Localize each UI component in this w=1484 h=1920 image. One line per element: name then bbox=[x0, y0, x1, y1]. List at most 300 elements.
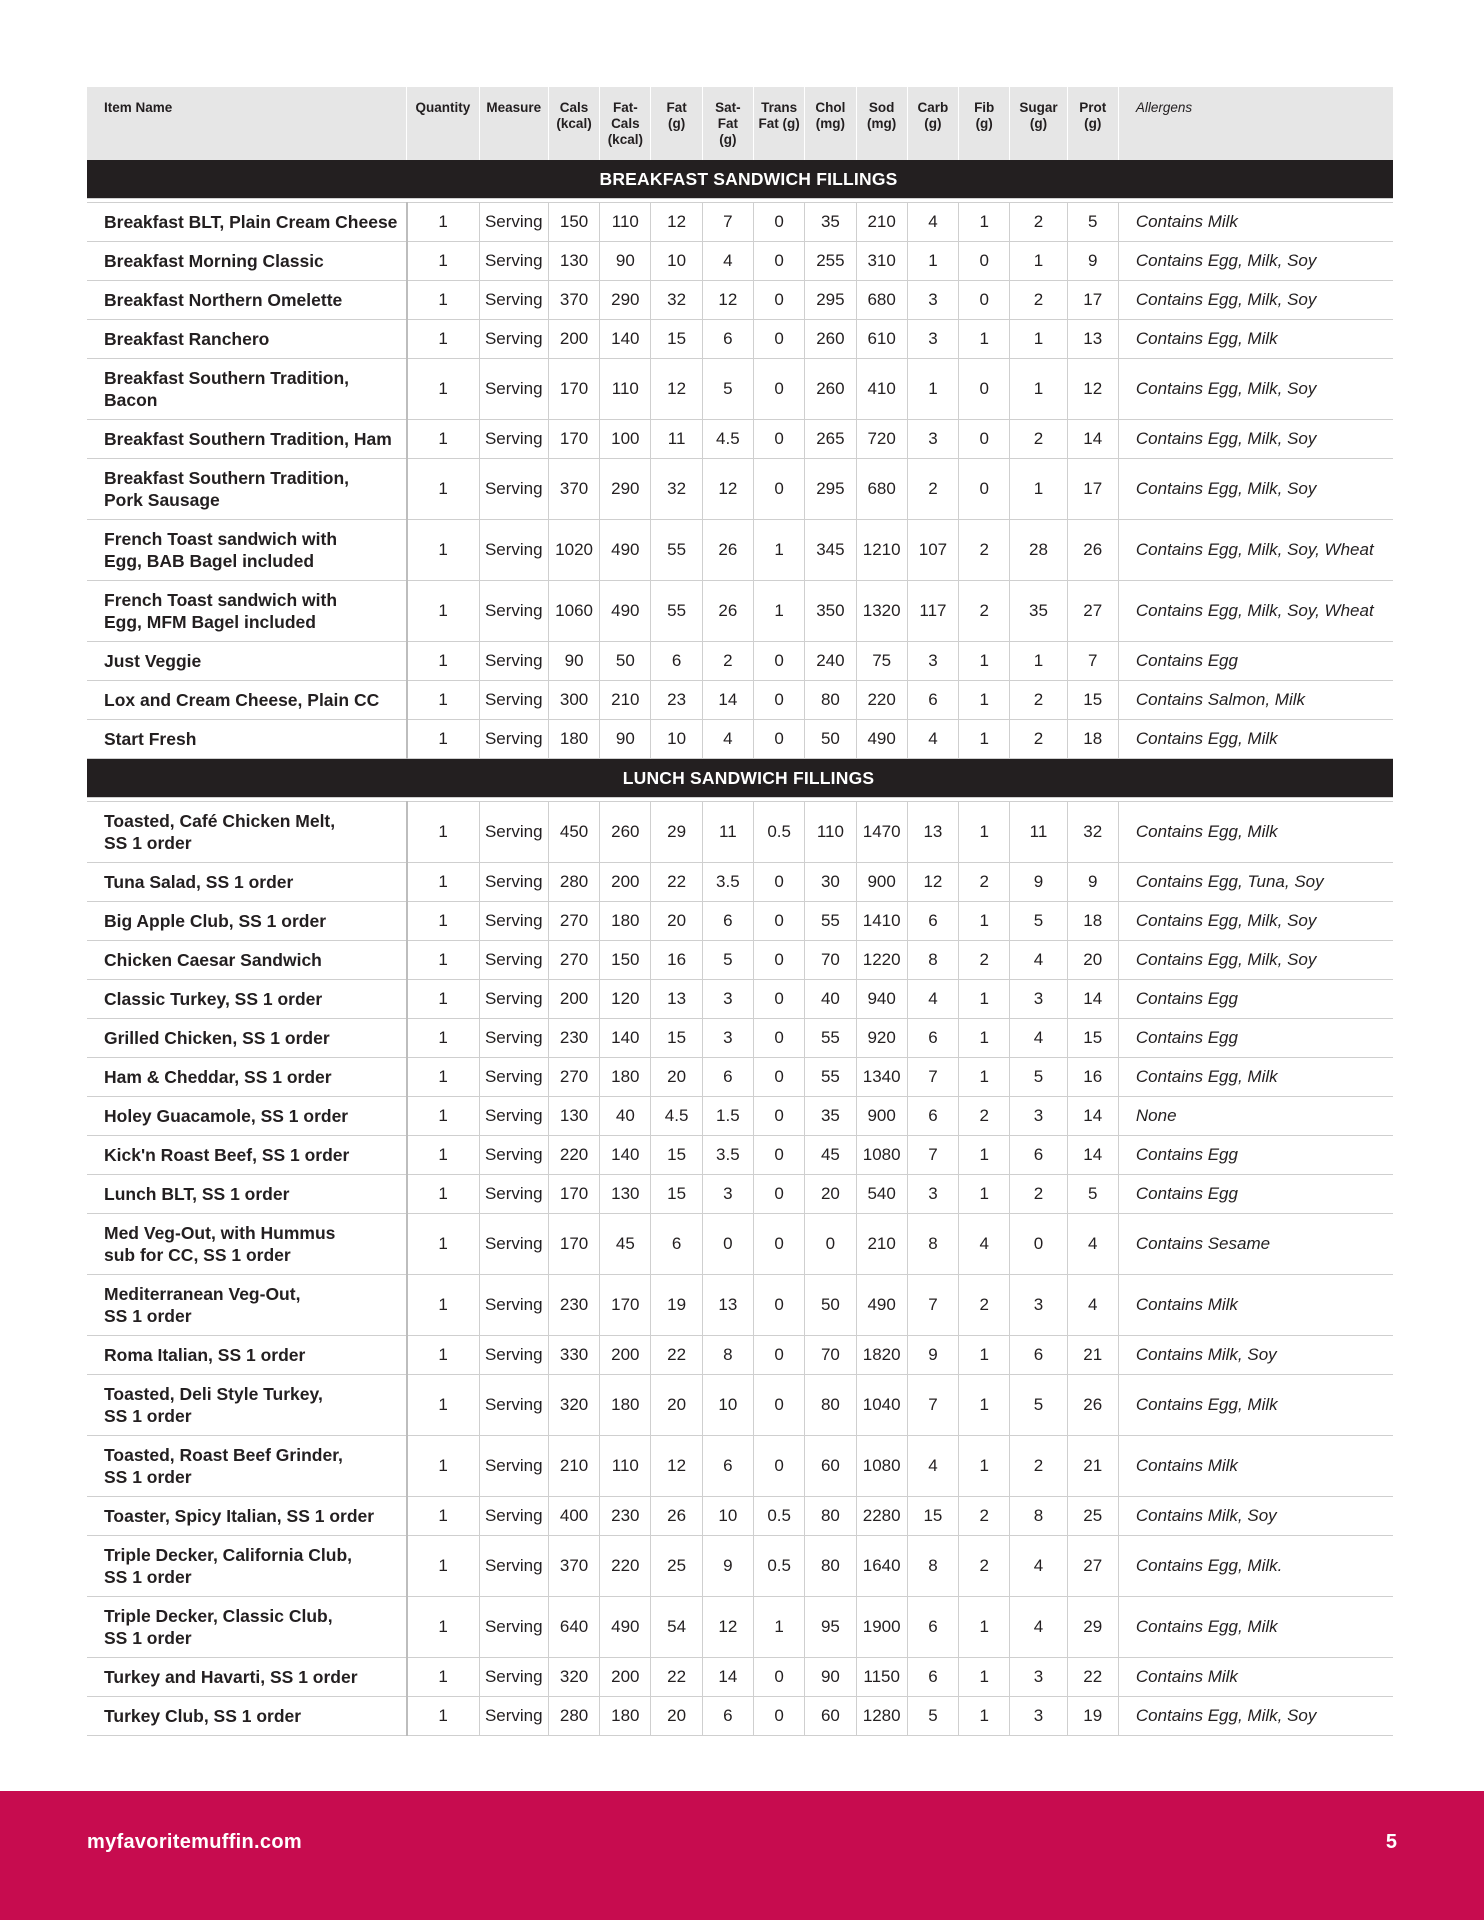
header-fat bbox=[651, 87, 702, 160]
measure-cell: Serving bbox=[479, 242, 548, 281]
allergens-cell: Contains Egg, Milk, Soy bbox=[1118, 359, 1393, 420]
chol-cell: 50 bbox=[805, 720, 856, 759]
table-row bbox=[87, 420, 1393, 459]
measure-cell: Serving bbox=[479, 902, 548, 941]
sat-fat-cell: 6 bbox=[702, 320, 753, 359]
chol-cell: 70 bbox=[805, 941, 856, 980]
table-row bbox=[87, 1275, 1393, 1336]
fat-cals-cell: 100 bbox=[600, 420, 651, 459]
sod-cell: 1220 bbox=[856, 941, 907, 980]
quantity-cell: 1 bbox=[407, 359, 479, 420]
chol-cell: 50 bbox=[805, 1275, 856, 1336]
item-name-line: Bacon bbox=[104, 390, 158, 410]
cals-cell: 640 bbox=[548, 1597, 599, 1658]
carb-cell: 6 bbox=[907, 1658, 958, 1697]
allergens-cell: Contains Egg, Milk, Soy bbox=[1118, 941, 1393, 980]
table-row bbox=[87, 642, 1393, 681]
trans-fat-cell: 0 bbox=[754, 941, 805, 980]
item-name-cell bbox=[87, 1536, 407, 1597]
fat-cals-cell: 200 bbox=[600, 1658, 651, 1697]
measure-cell: Serving bbox=[479, 1536, 548, 1597]
item-name-cell bbox=[87, 242, 407, 281]
chol-cell: 240 bbox=[805, 642, 856, 681]
quantity-cell: 1 bbox=[407, 1214, 479, 1275]
allergens-cell: Contains Egg, Milk, Soy bbox=[1118, 281, 1393, 320]
chol-cell: 295 bbox=[805, 281, 856, 320]
fat-cals-cell: 290 bbox=[600, 459, 651, 520]
header-line: Sod bbox=[868, 100, 895, 115]
sat-fat-cell: 14 bbox=[702, 1658, 753, 1697]
cals-cell: 450 bbox=[548, 802, 599, 863]
allergens-cell: Contains Milk bbox=[1118, 203, 1393, 242]
fat-cals-cell: 140 bbox=[600, 1136, 651, 1175]
measure-cell: Serving bbox=[479, 420, 548, 459]
prot-cell: 4 bbox=[1067, 1214, 1118, 1275]
table-row bbox=[87, 1375, 1393, 1436]
measure-cell: Serving bbox=[479, 1597, 548, 1658]
item-name-cell bbox=[87, 1436, 407, 1497]
chol-cell: 90 bbox=[805, 1658, 856, 1697]
table-row bbox=[87, 1019, 1393, 1058]
chol-cell: 55 bbox=[805, 1058, 856, 1097]
item-name-line: Turkey Club, SS 1 order bbox=[104, 1706, 302, 1726]
quantity-cell: 1 bbox=[407, 681, 479, 720]
item-name-cell bbox=[87, 1336, 407, 1375]
table-row bbox=[87, 459, 1393, 520]
trans-fat-cell: 0 bbox=[754, 1275, 805, 1336]
header-carb bbox=[907, 87, 958, 160]
item-name-cell bbox=[87, 1097, 407, 1136]
allergens-cell: Contains Milk bbox=[1118, 1275, 1393, 1336]
trans-fat-cell: 0 bbox=[754, 1136, 805, 1175]
fat-cell: 23 bbox=[651, 681, 702, 720]
allergens-cell: None bbox=[1118, 1097, 1393, 1136]
table-body bbox=[87, 160, 1393, 1736]
header-line: (g) bbox=[1029, 116, 1048, 131]
table-row bbox=[87, 1136, 1393, 1175]
item-name-line: Med Veg-Out, with Hummus bbox=[104, 1223, 336, 1243]
chol-cell: 345 bbox=[805, 520, 856, 581]
sugar-cell: 4 bbox=[1010, 941, 1067, 980]
header-sod bbox=[856, 87, 907, 160]
sugar-cell: 4 bbox=[1010, 1536, 1067, 1597]
nutrition-table bbox=[87, 87, 1393, 1736]
trans-fat-cell: 0 bbox=[754, 1336, 805, 1375]
measure-cell: Serving bbox=[479, 720, 548, 759]
measure-cell: Serving bbox=[479, 581, 548, 642]
trans-fat-cell: 0 bbox=[754, 420, 805, 459]
carb-cell: 4 bbox=[907, 203, 958, 242]
sod-cell: 540 bbox=[856, 1175, 907, 1214]
item-name-line: SS 1 order bbox=[104, 1628, 192, 1648]
item-name-line: Start Fresh bbox=[104, 729, 197, 749]
header-line: (g) bbox=[1084, 116, 1102, 131]
sat-fat-cell: 12 bbox=[702, 1597, 753, 1658]
table-row bbox=[87, 581, 1393, 642]
sat-fat-cell: 11 bbox=[702, 802, 753, 863]
item-name-cell bbox=[87, 1019, 407, 1058]
sugar-cell: 3 bbox=[1010, 1697, 1067, 1736]
fat-cell: 12 bbox=[651, 359, 702, 420]
fat-cell: 6 bbox=[651, 642, 702, 681]
fib-cell: 4 bbox=[959, 1214, 1010, 1275]
allergens-cell: Contains Egg, Tuna, Soy bbox=[1118, 863, 1393, 902]
item-name-line: Toasted, Deli Style Turkey, bbox=[104, 1384, 323, 1404]
item-name-cell bbox=[87, 902, 407, 941]
sat-fat-cell: 3.5 bbox=[702, 1136, 753, 1175]
item-name-line: Egg, BAB Bagel included bbox=[104, 551, 315, 571]
sod-cell: 210 bbox=[856, 203, 907, 242]
table-row bbox=[87, 242, 1393, 281]
carb-cell: 7 bbox=[907, 1136, 958, 1175]
fat-cell: 55 bbox=[651, 581, 702, 642]
sat-fat-cell: 5 bbox=[702, 359, 753, 420]
fib-cell: 0 bbox=[959, 281, 1010, 320]
cals-cell: 270 bbox=[548, 941, 599, 980]
fat-cals-cell: 120 bbox=[600, 980, 651, 1019]
item-name-line: Triple Decker, Classic Club, bbox=[104, 1606, 333, 1626]
fib-cell: 1 bbox=[959, 1175, 1010, 1214]
fib-cell: 2 bbox=[959, 863, 1010, 902]
carb-cell: 13 bbox=[907, 802, 958, 863]
sugar-cell: 1 bbox=[1010, 359, 1067, 420]
sugar-cell: 4 bbox=[1010, 1019, 1067, 1058]
allergens-cell: Contains Egg, Milk. bbox=[1118, 1536, 1393, 1597]
fib-cell: 1 bbox=[959, 681, 1010, 720]
item-name-cell bbox=[87, 1058, 407, 1097]
trans-fat-cell: 0 bbox=[754, 203, 805, 242]
fat-cell: 15 bbox=[651, 1019, 702, 1058]
fat-cals-cell: 290 bbox=[600, 281, 651, 320]
section-title: BREAKFAST SANDWICH FILLINGS bbox=[87, 160, 1393, 199]
header-line: Sugar bbox=[1019, 100, 1058, 115]
sod-cell: 900 bbox=[856, 1097, 907, 1136]
header-item-name: Item Name bbox=[87, 87, 407, 160]
cals-cell: 200 bbox=[548, 980, 599, 1019]
carb-cell: 8 bbox=[907, 1214, 958, 1275]
header-line: (kcal) bbox=[607, 132, 643, 147]
measure-cell: Serving bbox=[479, 1697, 548, 1736]
header-line: Cals bbox=[611, 116, 640, 131]
header-trans-fat bbox=[754, 87, 805, 160]
fib-cell: 1 bbox=[959, 1597, 1010, 1658]
table-row bbox=[87, 281, 1393, 320]
quantity-cell: 1 bbox=[407, 1275, 479, 1336]
fib-cell: 0 bbox=[959, 359, 1010, 420]
header-line: Fat- bbox=[612, 100, 638, 115]
item-name-cell bbox=[87, 420, 407, 459]
chol-cell: 70 bbox=[805, 1336, 856, 1375]
chol-cell: 260 bbox=[805, 320, 856, 359]
cals-cell: 400 bbox=[548, 1497, 599, 1536]
fat-cell: 20 bbox=[651, 1058, 702, 1097]
fat-cals-cell: 90 bbox=[600, 242, 651, 281]
item-name-cell bbox=[87, 1375, 407, 1436]
measure-cell: Serving bbox=[479, 1019, 548, 1058]
chol-cell: 35 bbox=[805, 203, 856, 242]
sugar-cell: 35 bbox=[1010, 581, 1067, 642]
cals-cell: 320 bbox=[548, 1375, 599, 1436]
carb-cell: 4 bbox=[907, 720, 958, 759]
fat-cell: 15 bbox=[651, 320, 702, 359]
carb-cell: 107 bbox=[907, 520, 958, 581]
fib-cell: 1 bbox=[959, 1136, 1010, 1175]
sugar-cell: 1 bbox=[1010, 642, 1067, 681]
item-name-cell bbox=[87, 980, 407, 1019]
sugar-cell: 5 bbox=[1010, 902, 1067, 941]
item-name-line: Breakfast BLT, Plain Cream Cheese bbox=[104, 212, 398, 232]
sat-fat-cell: 6 bbox=[702, 1058, 753, 1097]
cals-cell: 280 bbox=[548, 1697, 599, 1736]
carb-cell: 6 bbox=[907, 1097, 958, 1136]
item-name-line: Lunch BLT, SS 1 order bbox=[104, 1184, 290, 1204]
carb-cell: 9 bbox=[907, 1336, 958, 1375]
table-row bbox=[87, 1214, 1393, 1275]
fib-cell: 1 bbox=[959, 1658, 1010, 1697]
cals-cell: 150 bbox=[548, 203, 599, 242]
header-sugar bbox=[1010, 87, 1067, 160]
table-row bbox=[87, 802, 1393, 863]
cals-cell: 170 bbox=[548, 1175, 599, 1214]
sat-fat-cell: 9 bbox=[702, 1536, 753, 1597]
allergens-cell: Contains Egg, Milk bbox=[1118, 802, 1393, 863]
sugar-cell: 6 bbox=[1010, 1136, 1067, 1175]
prot-cell: 18 bbox=[1067, 902, 1118, 941]
allergens-cell: Contains Egg, Milk, Soy, Wheat bbox=[1118, 581, 1393, 642]
table-row bbox=[87, 1097, 1393, 1136]
chol-cell: 0 bbox=[805, 1214, 856, 1275]
fat-cell: 19 bbox=[651, 1275, 702, 1336]
quantity-cell: 1 bbox=[407, 1658, 479, 1697]
fat-cell: 15 bbox=[651, 1136, 702, 1175]
item-name-line: Roma Italian, SS 1 order bbox=[104, 1345, 306, 1365]
sugar-cell: 8 bbox=[1010, 1497, 1067, 1536]
header-chol bbox=[805, 87, 856, 160]
table-row bbox=[87, 681, 1393, 720]
chol-cell: 45 bbox=[805, 1136, 856, 1175]
item-name-cell bbox=[87, 802, 407, 863]
item-name-line: Egg, MFM Bagel included bbox=[104, 612, 316, 632]
table-row bbox=[87, 1058, 1393, 1097]
sod-cell: 220 bbox=[856, 681, 907, 720]
item-name-line: Breakfast Southern Tradition, bbox=[104, 468, 350, 488]
item-name-cell bbox=[87, 203, 407, 242]
table-row bbox=[87, 1436, 1393, 1497]
table-row bbox=[87, 720, 1393, 759]
header-fib bbox=[959, 87, 1010, 160]
sod-cell: 490 bbox=[856, 1275, 907, 1336]
cals-cell: 280 bbox=[548, 863, 599, 902]
table-row bbox=[87, 863, 1393, 902]
measure-cell: Serving bbox=[479, 980, 548, 1019]
quantity-cell: 1 bbox=[407, 1136, 479, 1175]
header-line: Prot bbox=[1079, 100, 1107, 115]
header-line: Fib bbox=[974, 100, 995, 115]
header-quantity: Quantity bbox=[407, 87, 479, 160]
carb-cell: 3 bbox=[907, 281, 958, 320]
sugar-cell: 28 bbox=[1010, 520, 1067, 581]
sugar-cell: 1 bbox=[1010, 242, 1067, 281]
fat-cell: 25 bbox=[651, 1536, 702, 1597]
prot-cell: 26 bbox=[1067, 1375, 1118, 1436]
carb-cell: 3 bbox=[907, 642, 958, 681]
fat-cals-cell: 50 bbox=[600, 642, 651, 681]
header-line: Fat bbox=[666, 100, 687, 115]
carb-cell: 1 bbox=[907, 359, 958, 420]
fib-cell: 1 bbox=[959, 802, 1010, 863]
item-name-line: Tuna Salad, SS 1 order bbox=[104, 872, 294, 892]
sod-cell: 1150 bbox=[856, 1658, 907, 1697]
footer-website-link[interactable]: myfavoritemuffin.com bbox=[87, 1831, 302, 1853]
carb-cell: 6 bbox=[907, 681, 958, 720]
sod-cell: 1080 bbox=[856, 1436, 907, 1497]
sugar-cell: 3 bbox=[1010, 980, 1067, 1019]
trans-fat-cell: 0 bbox=[754, 1019, 805, 1058]
section-header-row bbox=[87, 759, 1393, 798]
item-name-line: Ham & Cheddar, SS 1 order bbox=[104, 1067, 332, 1087]
chol-cell: 35 bbox=[805, 1097, 856, 1136]
item-name-cell bbox=[87, 863, 407, 902]
item-name-line: Mediterranean Veg-Out, bbox=[104, 1284, 301, 1304]
fat-cals-cell: 110 bbox=[600, 203, 651, 242]
quantity-cell: 1 bbox=[407, 1375, 479, 1436]
carb-cell: 6 bbox=[907, 1597, 958, 1658]
item-name-cell bbox=[87, 281, 407, 320]
item-name-line: French Toast sandwich with bbox=[104, 529, 338, 549]
fat-cell: 6 bbox=[651, 1214, 702, 1275]
carb-cell: 8 bbox=[907, 1536, 958, 1597]
header-prot bbox=[1067, 87, 1118, 160]
item-name-line: SS 1 order bbox=[104, 1467, 192, 1487]
sugar-cell: 0 bbox=[1010, 1214, 1067, 1275]
trans-fat-cell: 0 bbox=[754, 1214, 805, 1275]
table-row bbox=[87, 1497, 1393, 1536]
measure-cell: Serving bbox=[479, 681, 548, 720]
measure-cell: Serving bbox=[479, 1175, 548, 1214]
measure-cell: Serving bbox=[479, 1058, 548, 1097]
fib-cell: 2 bbox=[959, 941, 1010, 980]
sat-fat-cell: 6 bbox=[702, 1697, 753, 1736]
fat-cell: 22 bbox=[651, 863, 702, 902]
sod-cell: 1640 bbox=[856, 1536, 907, 1597]
fat-cell: 32 bbox=[651, 281, 702, 320]
sugar-cell: 1 bbox=[1010, 320, 1067, 359]
trans-fat-cell: 0 bbox=[754, 320, 805, 359]
fat-cell: 32 bbox=[651, 459, 702, 520]
item-name-line: sub for CC, SS 1 order bbox=[104, 1245, 291, 1265]
item-name-cell bbox=[87, 720, 407, 759]
chol-cell: 295 bbox=[805, 459, 856, 520]
fat-cals-cell: 140 bbox=[600, 1019, 651, 1058]
table-row bbox=[87, 980, 1393, 1019]
fat-cell: 20 bbox=[651, 1375, 702, 1436]
measure-cell: Serving bbox=[479, 281, 548, 320]
item-name-line: Toaster, Spicy Italian, SS 1 order bbox=[104, 1506, 375, 1526]
carb-cell: 4 bbox=[907, 1436, 958, 1497]
sugar-cell: 2 bbox=[1010, 203, 1067, 242]
table-row bbox=[87, 359, 1393, 420]
fat-cals-cell: 180 bbox=[600, 902, 651, 941]
fat-cell: 20 bbox=[651, 902, 702, 941]
fat-cals-cell: 130 bbox=[600, 1175, 651, 1214]
measure-cell: Serving bbox=[479, 1336, 548, 1375]
fat-cell: 26 bbox=[651, 1497, 702, 1536]
fat-cals-cell: 90 bbox=[600, 720, 651, 759]
prot-cell: 19 bbox=[1067, 1697, 1118, 1736]
chol-cell: 265 bbox=[805, 420, 856, 459]
allergens-cell: Contains Milk, Soy bbox=[1118, 1497, 1393, 1536]
sat-fat-cell: 4 bbox=[702, 720, 753, 759]
prot-cell: 14 bbox=[1067, 980, 1118, 1019]
sod-cell: 680 bbox=[856, 459, 907, 520]
sat-fat-cell: 6 bbox=[702, 1436, 753, 1497]
allergens-cell: Contains Egg, Milk, Soy, Wheat bbox=[1118, 520, 1393, 581]
sat-fat-cell: 8 bbox=[702, 1336, 753, 1375]
item-name-line: Breakfast Northern Omelette bbox=[104, 290, 343, 310]
chol-cell: 60 bbox=[805, 1697, 856, 1736]
measure-cell: Serving bbox=[479, 520, 548, 581]
sat-fat-cell: 3 bbox=[702, 1175, 753, 1214]
item-name-cell bbox=[87, 642, 407, 681]
fat-cals-cell: 490 bbox=[600, 1597, 651, 1658]
measure-cell: Serving bbox=[479, 359, 548, 420]
prot-cell: 9 bbox=[1067, 863, 1118, 902]
cals-cell: 330 bbox=[548, 1336, 599, 1375]
header-line: (g) bbox=[667, 116, 686, 131]
table-header-row bbox=[87, 87, 1393, 160]
trans-fat-cell: 0 bbox=[754, 359, 805, 420]
prot-cell: 15 bbox=[1067, 681, 1118, 720]
fat-cell: 22 bbox=[651, 1658, 702, 1697]
fat-cals-cell: 180 bbox=[600, 1375, 651, 1436]
quantity-cell: 1 bbox=[407, 980, 479, 1019]
fat-cals-cell: 170 bbox=[600, 1275, 651, 1336]
cals-cell: 1060 bbox=[548, 581, 599, 642]
allergens-cell: Contains Egg, Milk bbox=[1118, 1597, 1393, 1658]
carb-cell: 117 bbox=[907, 581, 958, 642]
item-name-cell bbox=[87, 320, 407, 359]
sugar-cell: 3 bbox=[1010, 1658, 1067, 1697]
allergens-cell: Contains Milk, Soy bbox=[1118, 1336, 1393, 1375]
prot-cell: 14 bbox=[1067, 420, 1118, 459]
prot-cell: 22 bbox=[1067, 1658, 1118, 1697]
fib-cell: 1 bbox=[959, 642, 1010, 681]
sod-cell: 1280 bbox=[856, 1697, 907, 1736]
fat-cell: 13 bbox=[651, 980, 702, 1019]
sugar-cell: 2 bbox=[1010, 420, 1067, 459]
fat-cell: 12 bbox=[651, 203, 702, 242]
measure-cell: Serving bbox=[479, 1275, 548, 1336]
sod-cell: 610 bbox=[856, 320, 907, 359]
cals-cell: 220 bbox=[548, 1136, 599, 1175]
item-name-cell bbox=[87, 520, 407, 581]
sat-fat-cell: 4 bbox=[702, 242, 753, 281]
fib-cell: 0 bbox=[959, 420, 1010, 459]
fib-cell: 1 bbox=[959, 1336, 1010, 1375]
item-name-line: Kick'n Roast Beef, SS 1 order bbox=[104, 1145, 350, 1165]
quantity-cell: 1 bbox=[407, 863, 479, 902]
trans-fat-cell: 0 bbox=[754, 459, 805, 520]
allergens-cell: Contains Egg, Milk bbox=[1118, 320, 1393, 359]
cals-cell: 300 bbox=[548, 681, 599, 720]
item-name-cell bbox=[87, 1658, 407, 1697]
measure-cell: Serving bbox=[479, 1436, 548, 1497]
sat-fat-cell: 26 bbox=[702, 520, 753, 581]
fib-cell: 1 bbox=[959, 1058, 1010, 1097]
quantity-cell: 1 bbox=[407, 1536, 479, 1597]
sat-fat-cell: 26 bbox=[702, 581, 753, 642]
prot-cell: 12 bbox=[1067, 359, 1118, 420]
